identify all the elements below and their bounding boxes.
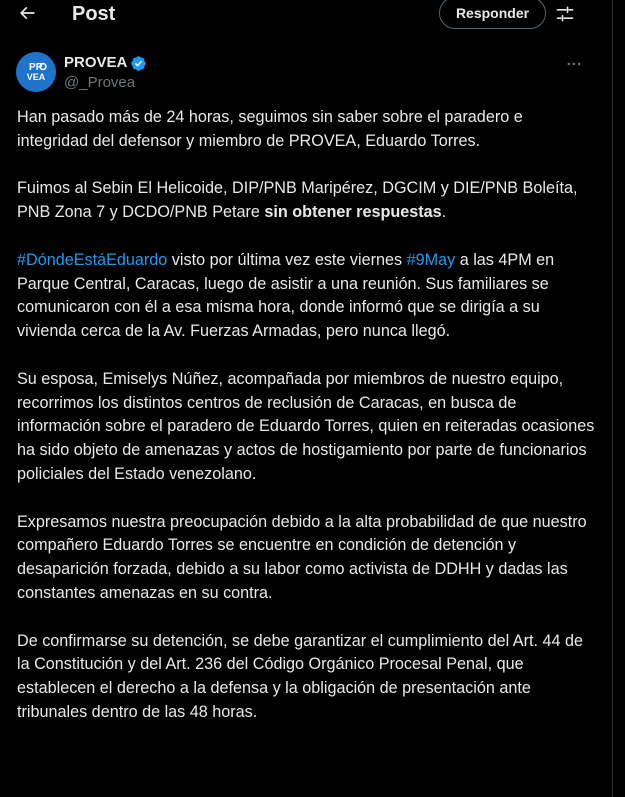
more-options-button[interactable] [564, 54, 584, 74]
handle[interactable]: @_Provea [64, 74, 136, 91]
tweet-paragraph-4: Su esposa, Emiselys Núñez, acompañada por miembros de nuestro equipo, recorrimos los distintos centros de reclusión de Caracas, en busca de información sobre el paradero de Eduardo Torres, quien en reiteradas ocasiones ha sido objeto de amenazas y actos de hostigamiento por parte de funcionarios policiales del Estado venezolano. [17, 369, 595, 483]
sliders-icon [555, 4, 575, 24]
tweet-text [17, 106, 597, 749]
back-arrow-icon [17, 3, 37, 23]
paragraph-3-text-2: a las 4PM en Parque Central, Caracas, luego de asistir a una reunión. Sus familiares se comunicaron con él a esa misma hora, donde informó que se dirigía a su vivienda cerca de la Av. Fuerzas Armadas, pero nunca llegó. [17, 250, 555, 341]
tweet-paragraph-5: Expresamos nuestra preocupación debido a la alta probabilidad de que nuestro compañero Eduardo Torres se encuentre en condición de detención y desaparición forzada, debido a su labor como activista de DDHH y dadas las constantes amenazas en su contra. [17, 512, 587, 602]
tweet-paragraph-1: Han pasado más de 24 horas, seguimos sin saber sobre el paradero e integridad del defensor y miembro de PROVEA, Eduardo Torres. [17, 108, 523, 150]
svg-text:PR: PR [29, 62, 43, 73]
avatar[interactable] [16, 52, 56, 92]
tweet-paragraph-2 [17, 177, 597, 225]
reply-button[interactable]: Responder [439, 0, 546, 29]
verified-badge-icon [130, 55, 147, 72]
back-button[interactable] [14, 0, 40, 26]
display-name[interactable]: PROVEA [64, 54, 128, 71]
paragraph-3-text-1: visto por última vez este viernes [167, 250, 407, 269]
top-bar [0, 0, 625, 28]
settings-button[interactable] [552, 1, 578, 27]
hashtag-dondeestaeduardo[interactable]: #DóndeEstáEduardo [17, 250, 168, 269]
svg-text:VEA: VEA [26, 72, 46, 82]
paragraph-2-text: Fuimos al Sebin El Helicoide, DIP/PNB Maripérez, DGCIM y DIE/PNB Boleíta, PNB Zona 7 y DCDO/PNB Petare [17, 179, 578, 222]
paragraph-2-end: . [441, 203, 447, 222]
tweet-paragraph-6: De confirmarse su detención, se debe garantizar el cumplimiento del Art. 44 de la Constitución y del Art. 236 del Código Orgánico Procesal Penal, que establecen el derecho a la defensa y la obligación de presentación ante tribunales dentro de las 48 horas. [17, 631, 583, 721]
tweet-paragraph-3 [17, 249, 597, 344]
provea-logo-icon [16, 52, 56, 92]
page-title: Post [72, 3, 116, 25]
more-dots-icon [565, 55, 583, 73]
author-row [16, 50, 596, 94]
column-divider [612, 0, 613, 797]
hashtag-9may[interactable]: #9May [406, 250, 456, 269]
name-row [64, 54, 147, 72]
paragraph-2-bold: sin obtener respuestas [264, 203, 442, 222]
